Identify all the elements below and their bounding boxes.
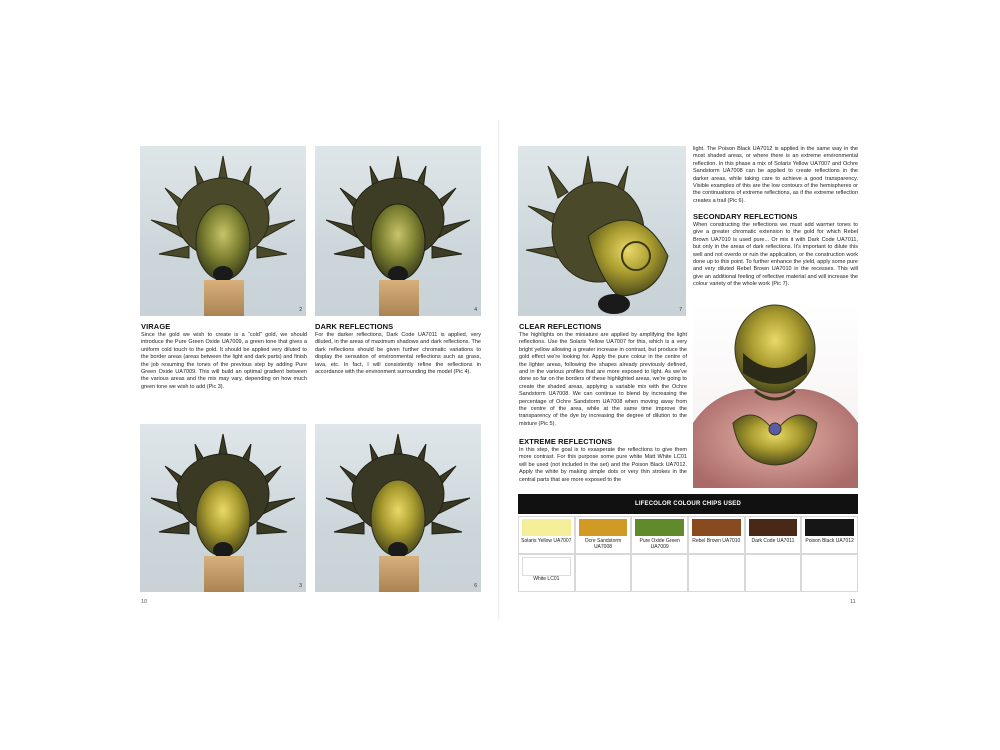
chip-swatch: [522, 519, 571, 536]
chip-row-2: [518, 554, 858, 592]
section-text-extreme-reflections: In this step, the goal is to exasperate the reflections to give them more contrast. For this purpose some pure white Matt White LC01 will be used (not included in the set) and the Poison Black UA7012. Apply the white by making simple dots or very thin strokes in the central parts that are more exposed to the: [519, 447, 687, 483]
chip-label: Pure Oxide Green UA7009: [639, 538, 680, 550]
chip-label: Ocre Sandstorm UA7008: [584, 538, 622, 550]
helmet-illustration: [315, 146, 481, 316]
photo-number: 3: [299, 583, 302, 589]
chip-row-1: [518, 516, 858, 554]
colour-chip: [575, 516, 632, 554]
colour-chip-empty: [631, 554, 688, 592]
section-title-clear-reflections: CLEAR REFLECTIONS: [519, 322, 602, 331]
colour-chip: [631, 516, 688, 554]
photo-number: 7: [679, 307, 682, 313]
chip-swatch: [749, 519, 798, 536]
section-text-clear-reflections: The highlights on the miniature are applied by amplifying the light reflections. Use the Solaris Yellow UA7007 for this, which is a very bright yellow allowing a greater increase in contrast, but produce the gold effect we're looking for. Apply the pure colour in the centre of the lighter areas, following the shapes already previously defined, and in the various profiles that are more exposed to light. As we've done so far on the borders of these highlighted areas, we're going to create the shaded areas, applying a variable mix with the Ochre Sandstorm UA7008. We can continue to blend by increasing the percentage of Ochre Sandstorm UA7008 when moving away from the centre of the area, while at the same time improve the transparency of the dye by increasing the degree of dilution to the mixture (Pic 5).: [519, 332, 687, 427]
chip-swatch: [579, 519, 628, 536]
colour-chips-panel: [518, 494, 858, 592]
colour-chip: [745, 516, 802, 554]
section-title-secondary-reflections: SECONDARY REFLECTIONS: [693, 212, 798, 221]
photo-pic-7: [518, 146, 686, 316]
colour-chip-empty: [688, 554, 745, 592]
section-text-virage: Since the gold we wish to create is a “cold” gold, we should introduce the Pure Green Oxide UA7009, a green tone that gives a uniform cold touch to the gold. It should be applied very diluted to the border areas (areas between the light and dark parts) and finish the job resuming the tones of the previous step by adding Pure Green Oxide UA7009. This will build an optimal gradient between the various areas and the mix may vary, depending on how much green tone we wish to add (Pic 3).: [141, 332, 307, 390]
photo-pic-6: [315, 424, 481, 592]
section-title-extreme-reflections: EXTREME REFLECTIONS: [519, 437, 613, 446]
colour-chip: [518, 554, 575, 592]
section-text-secondary-reflections: When constructing the reflections we must add warmer tones to give a greater chromatic extension to the gold for which Rebel Brown UA7010 is used pure... Or mix it with Dark Code UA7011, but only in the areas of dark reflections. It's important to dilute this well and not overdo or ruin the application, or the construction work done up to this point. To further enhance the yield, apply some pure and very diluted Rebel Brown UA7010 in the recesses. This will give an additional feeling of reflective material and will increase the colour variety of the whole work (Pic 7).: [693, 222, 858, 288]
chip-swatch: [522, 557, 571, 576]
figure-illustration: [693, 303, 858, 488]
chip-label: White LC01: [533, 576, 560, 582]
right-page: [500, 0, 1000, 750]
helmet-illustration: [140, 146, 306, 316]
section-title-virage: VIRAGE: [141, 322, 171, 331]
photo-number: 4: [474, 307, 477, 313]
chip-swatch: [692, 519, 741, 536]
helmet-illustration: [140, 424, 306, 592]
chip-swatch: [635, 519, 684, 536]
page-number: 11: [850, 599, 856, 605]
photo-pic-4: [315, 146, 481, 316]
colour-chip: [518, 516, 575, 554]
chip-label: Dark Code UA7011: [751, 538, 795, 544]
photo-finished-figure: [693, 303, 858, 488]
photo-number: 2: [299, 307, 302, 313]
helmet-side-illustration: [518, 146, 686, 316]
colour-chip-empty: [745, 554, 802, 592]
section-title-dark-reflections: DARK REFLECTIONS: [315, 322, 394, 331]
section-text-dark-reflections: For the darker reflections, Dark Code UA7011 is applied, very diluted, in the areas of maximum shadows and dark reflections. The dark reflections should be given further chromatic variations to display the sensation of environmental reflections such as grass, lava, etc. In fact, I will consistently refine the reflections in accordance with the environment surrounding the model (Pic 4).: [315, 332, 481, 376]
page-number: 10: [141, 599, 148, 605]
chips-header: LIFECOLOR COLOUR CHIPS USED: [518, 494, 858, 514]
colour-chip-empty: [801, 554, 858, 592]
photo-pic-2: [140, 146, 306, 316]
photo-pic-3: [140, 424, 306, 592]
photo-number: 6: [474, 583, 477, 589]
chip-label: Poison Black UA7012: [805, 538, 854, 544]
helmet-illustration: [315, 424, 481, 592]
chip-label: Solaris Yellow UA7007: [521, 538, 572, 544]
colour-chip: [688, 516, 745, 554]
section-text-extreme-continued: light. The Poison Black UA7012 is applied in the same way in the most shaded areas, or where there is an extreme environmental reflection. In this phase a mix of Solaris Yellow UA7007 and Ochre Sandstorm UA7008 can be applied to create reflections in the darker areas, while taking care to achieve a good transparency. Visible examples of this are the low contours of the hemispheres or the continuations of extreme reflections, as if the extreme reflection creates a trail (Pic 6).: [693, 146, 858, 204]
colour-chip-empty: [575, 554, 632, 592]
colour-chip: [801, 516, 858, 554]
chip-swatch: [805, 519, 854, 536]
chip-label: Rebel Brown UA7010: [692, 538, 741, 544]
